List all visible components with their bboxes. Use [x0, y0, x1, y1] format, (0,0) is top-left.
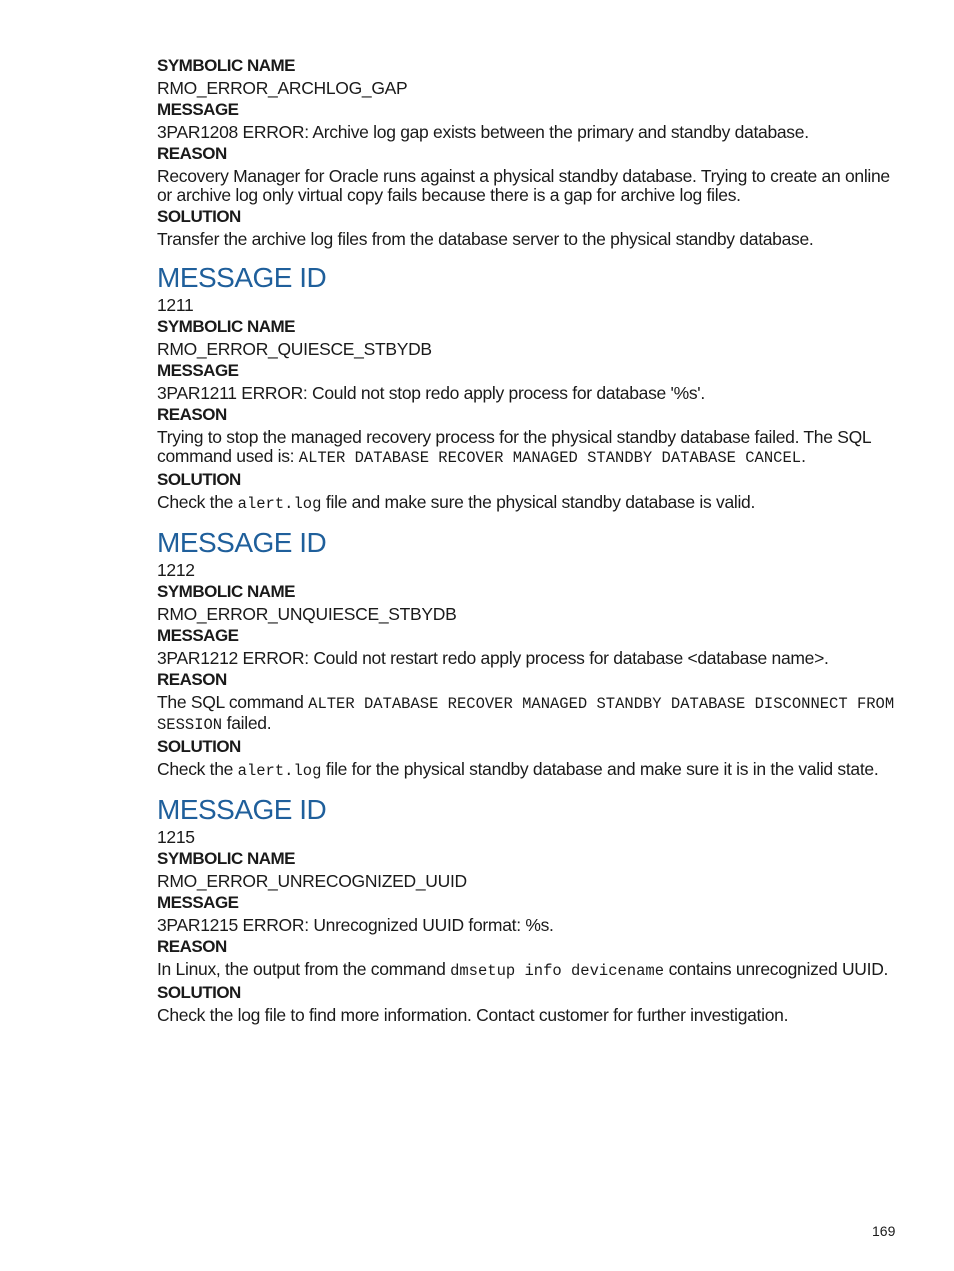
solution-text: Check the	[157, 492, 238, 512]
solution-text-end: file for the physical standby database and make sure it is in the valid state.	[321, 759, 879, 779]
symbolic-name-label: SYMBOLIC NAME	[157, 317, 295, 336]
reason-label: REASON	[157, 670, 227, 689]
reason-value	[157, 693, 899, 735]
solution-label: SOLUTION	[157, 470, 241, 489]
alert-log-code: alert.log	[237, 495, 322, 513]
reason-label: REASON	[157, 405, 227, 424]
message-label: MESSAGE	[157, 893, 239, 912]
message-entry-1212	[157, 528, 899, 781]
solution-label: SOLUTION	[157, 983, 241, 1002]
solution-value	[157, 760, 899, 781]
message-entry-1208	[157, 56, 899, 249]
solution-label: SOLUTION	[157, 207, 241, 226]
solution-text-end: file and make sure the physical standby database is valid.	[321, 492, 756, 512]
reason-value: Recovery Manager for Oracle runs against a physical standby database. Trying to create an online or archive log only virtual copy fails because there is a gap for archive log files.	[157, 166, 890, 205]
message-id-heading: MESSAGE ID	[157, 262, 327, 293]
message-label: MESSAGE	[157, 626, 239, 645]
message-id-heading: MESSAGE ID	[157, 794, 327, 825]
message-entry-1215	[157, 795, 899, 1025]
solution-value: Transfer the archive log files from the database server to the physical standby database.	[157, 229, 814, 249]
message-value: 3PAR1215 ERROR: Unrecognized UUID format: %s.	[157, 915, 554, 935]
reason-text: In Linux, the output from the command	[157, 959, 451, 979]
symbolic-name-label: SYMBOLIC NAME	[157, 56, 295, 75]
symbolic-name-value: RMO_ERROR_UNQUIESCE_STBYDB	[157, 604, 457, 624]
solution-label: SOLUTION	[157, 737, 241, 756]
reason-text: The SQL command	[157, 692, 309, 712]
symbolic-name-value: RMO_ERROR_ARCHLOG_GAP	[157, 78, 408, 98]
page-number: 169	[872, 1223, 896, 1239]
message-label: MESSAGE	[157, 100, 239, 119]
symbolic-name-value: RMO_ERROR_UNRECOGNIZED_UUID	[157, 871, 467, 891]
message-value: 3PAR1208 ERROR: Archive log gap exists between the primary and standby database.	[157, 122, 809, 142]
reason-text-end: .	[801, 446, 806, 466]
symbolic-name-value: RMO_ERROR_QUIESCE_STBYDB	[157, 339, 432, 359]
message-id-value: 1212	[157, 560, 195, 580]
message-id-value: 1211	[157, 295, 194, 315]
message-entry-1211	[157, 263, 899, 514]
reason-value	[157, 428, 899, 468]
reason-text: Trying to stop the managed recovery process for the physical standby database failed. The SQL command used is:	[157, 427, 871, 466]
reason-label: REASON	[157, 144, 227, 163]
sql-command-code: ALTER DATABASE RECOVER MANAGED STANDBY DATABASE CANCEL	[298, 449, 802, 467]
alert-log-code: alert.log	[237, 762, 322, 780]
reason-label: REASON	[157, 937, 227, 956]
document-body	[157, 54, 899, 1039]
message-value: 3PAR1212 ERROR: Could not restart redo apply process for database <database name>.	[157, 648, 829, 668]
reason-text-end: failed.	[222, 713, 272, 733]
sql-command-code: ALTER DATABASE RECOVER MANAGED STANDBY DATABASE DISCONNECT FROM SESSION	[157, 695, 895, 734]
symbolic-name-label: SYMBOLIC NAME	[157, 582, 295, 601]
message-id-value: 1215	[157, 827, 195, 847]
message-id-heading: MESSAGE ID	[157, 527, 327, 558]
reason-value	[157, 960, 899, 981]
solution-text: Check the	[157, 759, 238, 779]
reason-text-end: contains unrecognized UUID.	[664, 959, 889, 979]
command-code: dmsetup info devicename	[450, 962, 665, 980]
solution-value	[157, 493, 899, 514]
message-value: 3PAR1211 ERROR: Could not stop redo apply process for database '%s'.	[157, 383, 705, 403]
symbolic-name-label: SYMBOLIC NAME	[157, 849, 295, 868]
message-label: MESSAGE	[157, 361, 239, 380]
solution-value: Check the log file to find more information. Contact customer for further investigation.	[157, 1005, 789, 1025]
